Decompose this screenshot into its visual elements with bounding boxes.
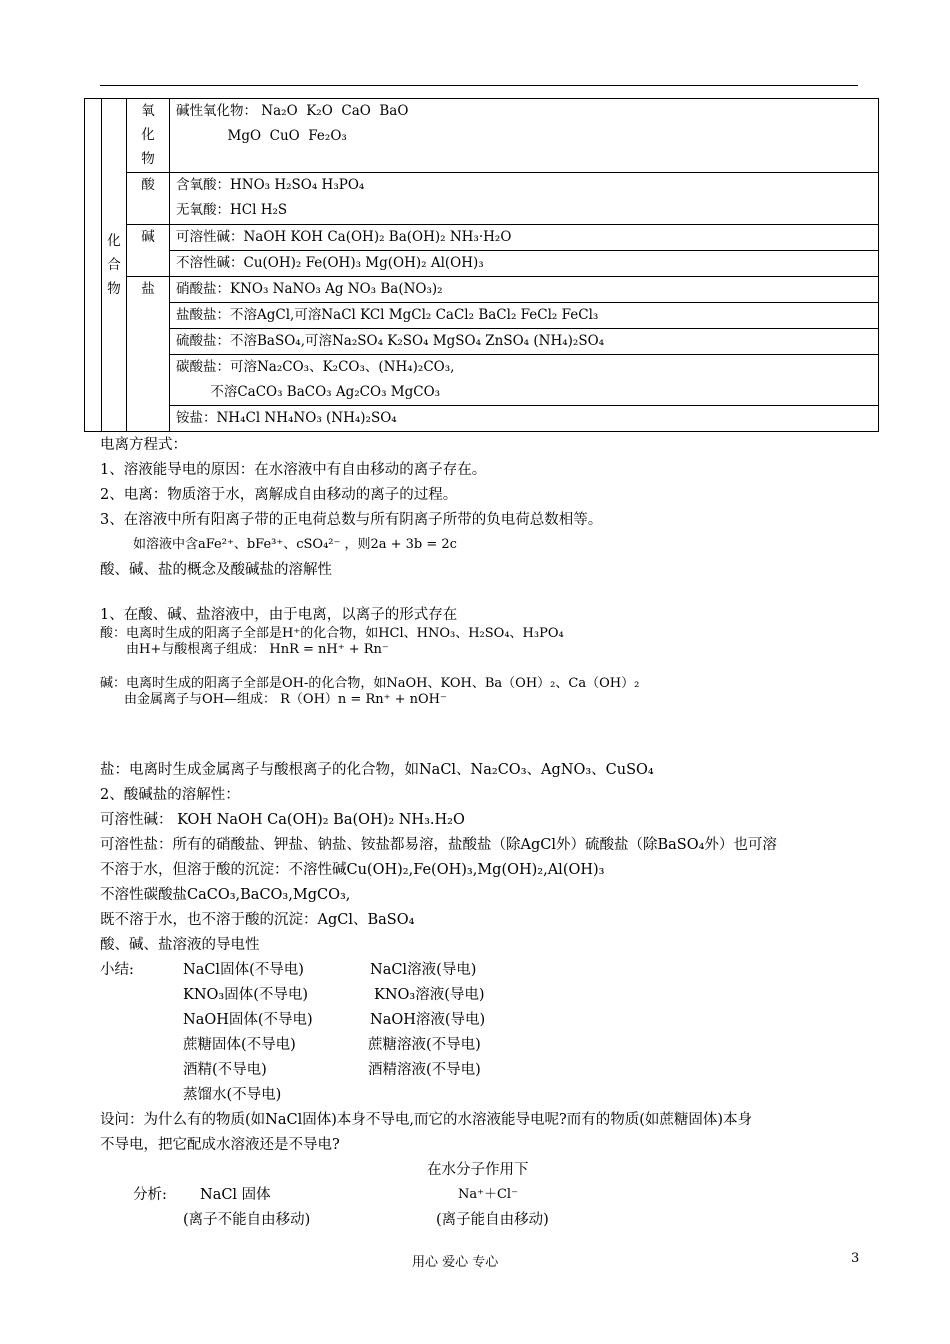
- table-row: [170, 355, 879, 406]
- summary-right-item: NaCl溶液(导电): [370, 962, 477, 978]
- body-line: 由H+与酸根离子组成： HnR = nH⁺ + Rn⁻: [126, 642, 389, 657]
- compound-classification-table: [84, 98, 879, 432]
- group-label-cell: [102, 99, 127, 432]
- footer-text: 用心 爱心 专心: [412, 1255, 499, 1270]
- summary-right-item: KNO₃溶液(导电): [374, 987, 485, 1003]
- summary-left-item: KNO₃固体(不导电): [183, 987, 309, 1003]
- section-heading: 酸、碱、盐溶液的导电性: [100, 937, 260, 953]
- category-label: 氧化物: [141, 103, 155, 167]
- analysis-right-note: (离子能自由移动): [436, 1212, 549, 1228]
- category-label: 盐: [141, 281, 155, 297]
- category-cell: [127, 225, 170, 277]
- analysis-label: 分析:: [133, 1187, 167, 1203]
- row-line: 含氧酸：HNO₃ H₂SO₄ H₃PO₄: [176, 177, 365, 193]
- analysis-right: Na⁺＋Cl⁻: [458, 1187, 518, 1202]
- body-line: 酸：电离时生成的阳离子全部是H⁺的化合物，如HCl、HNO₃、H₂SO₄、H₃PO₄: [100, 626, 564, 641]
- analysis-left-note: (离子不能自由移动): [183, 1212, 311, 1228]
- row-line: 可溶性碱：NaOH KOH Ca(OH)₂ Ba(OH)₂ NH₃·H₂O: [176, 229, 512, 245]
- row-line: MgO CuO Fe₂O₃: [176, 128, 347, 144]
- summary-right-item: NaOH溶液(导电): [370, 1012, 486, 1028]
- row-line: 硝酸盐：KNO₃ NaNO₃ Ag NO₃ Ba(NO₃)₂: [176, 281, 443, 297]
- row-line: 碳酸盐：可溶Na₂CO₃、K₂CO₃、(NH₄)₂CO₃,: [176, 359, 455, 375]
- body-line: 既不溶于水，也不溶于酸的沉淀：AgCl、BaSO₄: [100, 912, 415, 928]
- summary-left-item: 蔗糖固体(不导电): [183, 1037, 296, 1053]
- table-row: [170, 303, 879, 329]
- summary-right-item: 蔗糖溶液(不导电): [368, 1037, 481, 1053]
- category-label: 碱: [141, 229, 155, 245]
- body-line: 盐：电离时生成金属离子与酸根离子的化合物，如NaCl、Na₂CO₃、AgNO₃、CuSO₄: [100, 762, 654, 778]
- table-blank-column: [85, 99, 102, 432]
- table-row: [170, 225, 879, 251]
- body-line: 由金属离子与OH—组成： R（OH）n = Rn⁺ + nOH⁻: [124, 692, 447, 707]
- body-line: 2、酸碱盐的溶解性：: [100, 787, 240, 803]
- header-rule: [100, 85, 858, 86]
- summary-left-item: 蒸馏水(不导电): [183, 1087, 282, 1103]
- table-row: [170, 251, 879, 277]
- analysis-left: NaCl 固体: [200, 1187, 271, 1203]
- row-line: 硫酸盐：不溶BaSO₄,可溶Na₂SO₄ K₂SO₄ MgSO₄ ZnSO₄ (NH₄)₂SO₄: [176, 333, 605, 349]
- row-line: 铵盐：NH₄Cl NH₄NO₃ (NH₄)₂SO₄: [176, 410, 397, 426]
- category-label: 酸: [141, 177, 155, 193]
- table-row: [170, 329, 879, 355]
- body-line: 不溶性碳酸盐CaCO₃,BaCO₃,MgCO₃,: [100, 887, 351, 903]
- summary-label: 小结:: [100, 962, 134, 978]
- table-row: [170, 99, 879, 173]
- summary-left-item: NaCl固体(不导电): [183, 962, 304, 978]
- category-cell: [127, 173, 170, 225]
- body-line: 如溶液中含aFe²⁺、bFe³⁺、cSO₄²⁻ ，则2a + 3b = 2c: [133, 537, 457, 552]
- body-line: 2、电离：物质溶于水，离解成自由移动的离子的过程。: [100, 487, 458, 503]
- body-line: 碱：电离时生成的阳离子全部是OH-的化合物，如NaOH、KOH、Ba（OH）₂、Ca（OH）₂: [100, 676, 640, 691]
- summary-left-item: NaOH固体(不导电): [183, 1012, 313, 1028]
- body-line: 不溶于水，但溶于酸的沉淀：不溶性碱Cu(OH)₂,Fe(OH)₃,Mg(OH)₂,Al(OH)₃: [100, 862, 605, 878]
- row-line: 盐酸盐：不溶AgCl,可溶NaCl KCl MgCl₂ CaCl₂ BaCl₂ FeCl₂ FeCl₃: [176, 307, 599, 323]
- row-line: 不溶CaCO₃ BaCO₃ Ag₂CO₃ MgCO₃: [176, 384, 441, 400]
- body-line: 3、在溶液中所有阳离子带的正电荷总数与所有阴离子所带的负电荷总数相等。: [100, 512, 603, 528]
- table-row: [170, 173, 879, 225]
- question-line: 不导电，把它配成水溶液还是不导电?: [100, 1137, 340, 1153]
- summary-left-item: 酒精(不导电): [183, 1062, 267, 1078]
- body-line: 1、在酸、碱、盐溶液中，由于电离，以离子的形式存在: [100, 607, 458, 623]
- body-line: 电离方程式：: [100, 437, 187, 453]
- body-line: 可溶性盐：所有的硝酸盐、钾盐、钠盐、铵盐都易溶，盐酸盐（除AgCl外）硫酸盐（除BaSO₄外）也可溶: [100, 837, 777, 853]
- table-row: [170, 406, 879, 432]
- section-heading: 酸、碱、盐的概念及酸碱盐的溶解性: [100, 562, 332, 578]
- arrow-label: 在水分子作用下: [427, 1162, 529, 1178]
- category-cell: [127, 99, 170, 173]
- row-line: 无氧酸：HCl H₂S: [176, 202, 288, 218]
- row-line: 碱性氧化物： Na₂O K₂O CaO BaO: [176, 103, 409, 119]
- body-line: 可溶性碱： KOH NaOH Ca(OH)₂ Ba(OH)₂ NH₃.H₂O: [100, 812, 465, 828]
- group-label: 化合物: [107, 233, 121, 297]
- question-line: 设问：为什么有的物质(如NaCl固体)本身不导电,而它的水溶液能导电呢?而有的物质(如蔗糖固体)本身: [100, 1112, 753, 1128]
- summary-right-item: 酒精溶液(不导电): [368, 1062, 481, 1078]
- category-cell: [127, 277, 170, 432]
- body-line: 1、溶液能导电的原因：在水溶液中有自由移动的离子存在。: [100, 462, 487, 478]
- page-number: 3: [851, 1251, 860, 1266]
- table-row: [170, 277, 879, 303]
- row-line: 不溶性碱：Cu(OH)₂ Fe(OH)₃ Mg(OH)₂ Al(OH)₃: [176, 255, 484, 271]
